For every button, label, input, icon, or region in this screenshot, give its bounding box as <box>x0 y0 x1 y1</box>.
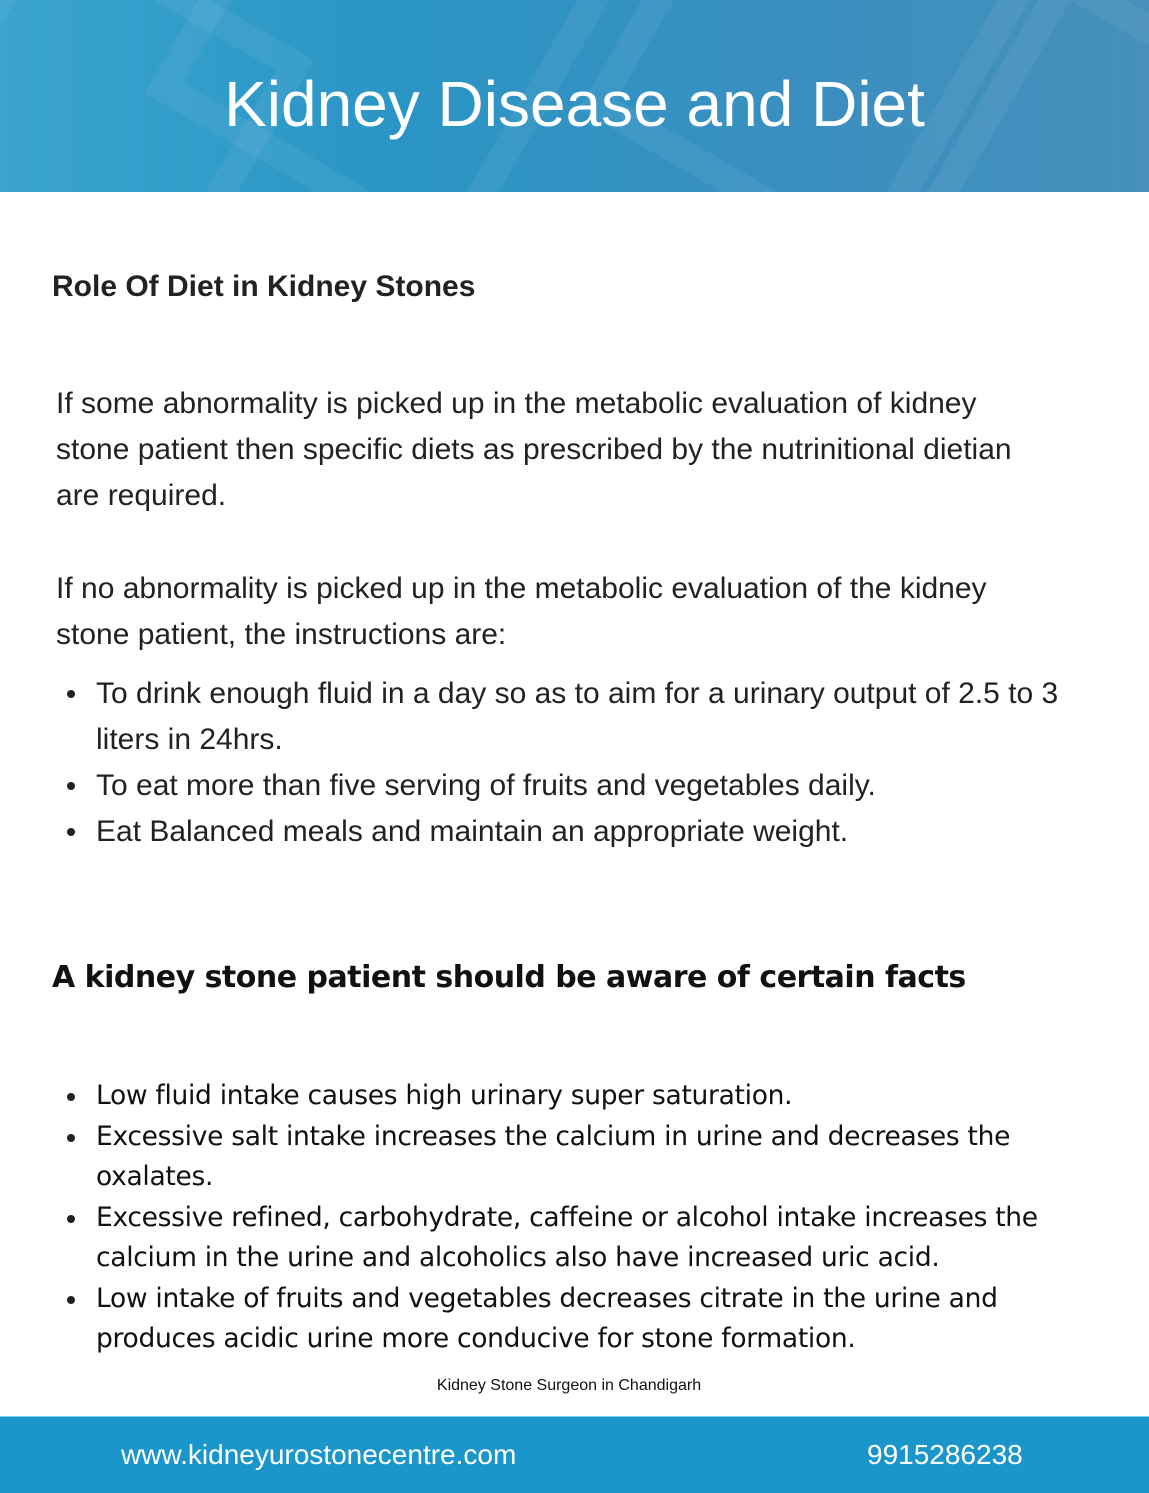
header-banner <box>0 0 1149 192</box>
instructions-list <box>56 671 1096 855</box>
list-item: Low intake of fruits and vegetables decreases citrate in the urine and produces acidic urine more conducive for stone formation. <box>96 1279 1106 1360</box>
list-item: Excessive refined, carbohydrate, caffeine or alcohol intake increases the calcium in the urine and alcoholics also have increased uric acid. <box>96 1198 1106 1279</box>
section-heading-role-of-diet: Role Of Diet in Kidney Stones <box>52 270 476 303</box>
list-item: To drink enough fluid in a day so as to aim for a urinary output of 2.5 to 3 liters in 24hrs. <box>96 671 1096 763</box>
paragraph-abnormality: If some abnormality is picked up in the metabolic evaluation of kidney stone patient then specific diets as prescribed by the nutrinitional dietian are required. <box>56 387 1012 512</box>
paragraph-no-abnormality: If no abnormality is picked up in the metabolic evaluation of the kidney stone patient, the instructions are: <box>56 572 987 651</box>
list-item: Excessive salt intake increases the calcium in urine and decreases the oxalates. <box>96 1117 1106 1198</box>
list-item: Eat Balanced meals and maintain an appropriate weight. <box>96 809 1096 855</box>
list-item: To eat more than five serving of fruits and vegetables daily. <box>96 763 1096 809</box>
page-title: Kidney Disease and Diet <box>224 68 925 140</box>
footer <box>0 1416 1149 1493</box>
list-item: Low fluid intake causes high urinary super saturation. <box>96 1076 1106 1117</box>
website-link[interactable]: www.kidneyurostonecentre.com <box>121 1439 517 1470</box>
facts-list <box>56 1076 1106 1360</box>
section-heading-facts: A kidney stone patient should be aware of certain facts <box>52 960 966 995</box>
caption: Kidney Stone Surgeon in Chandigarh <box>436 1377 702 1394</box>
phone-number[interactable]: 9915286238 <box>867 1439 1023 1470</box>
